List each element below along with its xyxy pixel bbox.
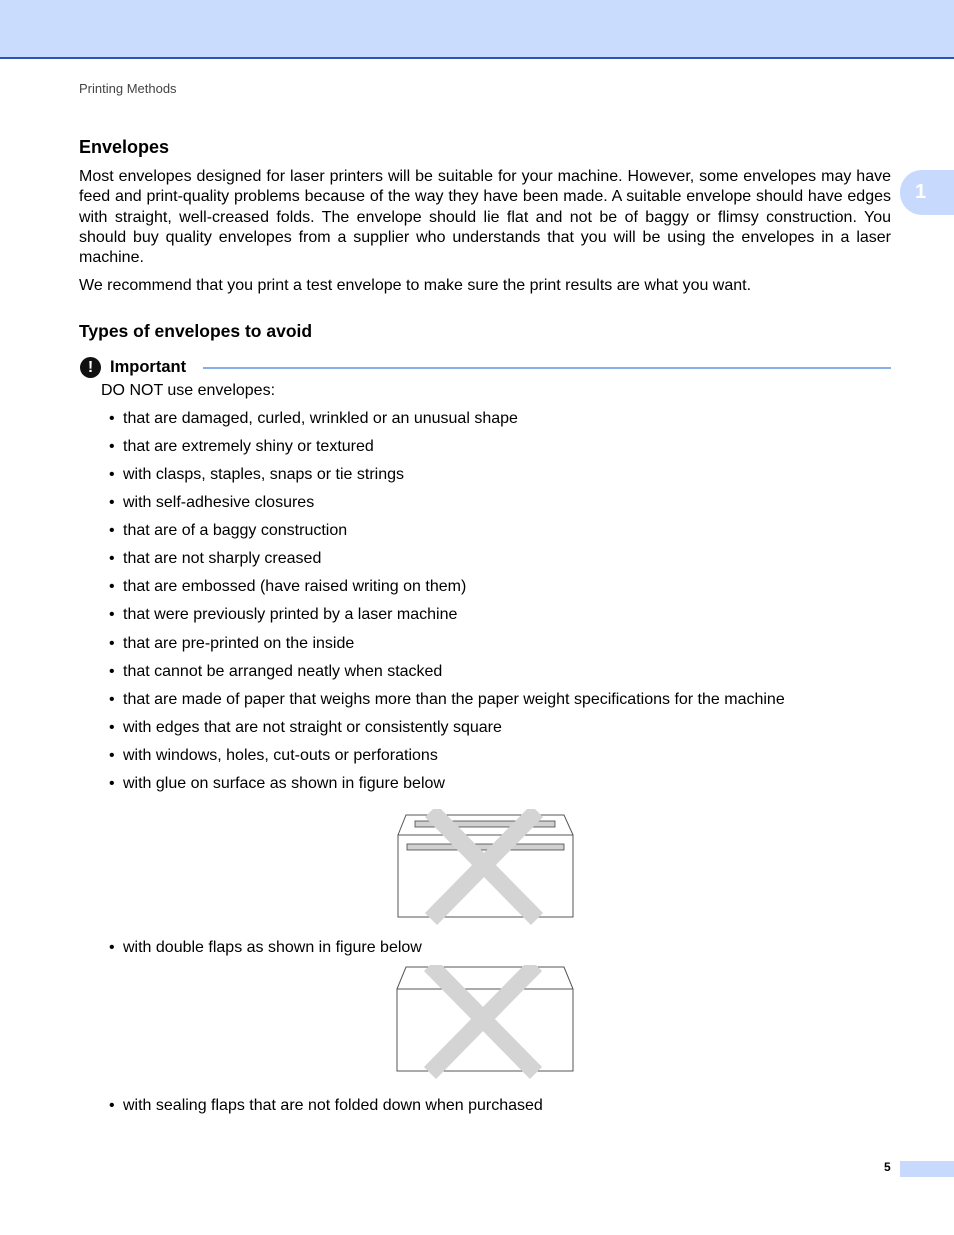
recommend-paragraph: We recommend that you print a test envelope to make sure the print results are what you want. — [79, 277, 752, 295]
list-item: • that are embossed (have raised writing on them) — [109, 578, 467, 596]
list-item: • that are extremely shiny or textured — [109, 437, 374, 455]
list-item: • with windows, holes, cut-outs or perforations — [109, 746, 438, 764]
glue-envelope-figure — [79, 801, 891, 933]
chapter-tab — [900, 170, 954, 215]
page-number-tab — [900, 1161, 954, 1177]
list-item: • that are damaged, curled, wrinkled or an unusual shape — [109, 409, 518, 427]
list-item: • that are pre-printed on the inside — [109, 634, 355, 652]
list-item: • that are not sharply creased — [109, 550, 322, 568]
list-item: • that are of a baggy construction — [109, 522, 348, 540]
important-intro: DO NOT use envelopes: — [101, 381, 276, 399]
intro-paragraph: Most envelopes designed for laser printers will be suitable for your machine. However, some envelopes may have feed and print-quality problems because of the way they have been made. A suitable envelope should have edges with straight, well-creased folds. The envelope should lie flat and not be of baggy or flimsy construction. You should buy quality envelopes from a supplier who understands that you will be using the envelopes in a laser machine. — [79, 168, 891, 267]
double-flaps-list — [79, 937, 891, 965]
envelope-glue-illustration — [397, 809, 577, 929]
list-item: • that were previously printed by a laser machine — [109, 606, 458, 624]
important-label: Important — [110, 358, 187, 377]
running-header: Printing Methods — [79, 81, 177, 96]
exclamation-icon: ! — [80, 357, 101, 378]
list-item: • with clasps, staples, snaps or tie strings — [109, 465, 405, 483]
page-content — [79, 136, 891, 1123]
list-item: • with double flaps as shown in figure below — [109, 939, 422, 957]
list-item: • with glue on surface as shown in figure below — [109, 775, 445, 792]
important-note-header — [79, 357, 891, 379]
list-item: • that are made of paper that weighs more than the paper weight specifications for the machine — [109, 690, 785, 708]
list-item: • with self-adhesive closures — [109, 494, 315, 512]
important-divider — [203, 367, 891, 369]
chapter-number: 1 — [915, 181, 927, 203]
list-item: • with sealing flaps that are not folded down when purchased — [109, 1097, 543, 1115]
double-flap-envelope-figure — [79, 965, 891, 1101]
page-number: 5 — [884, 1160, 891, 1174]
sealing-flaps-list — [79, 1095, 891, 1123]
subsection-title: Types of envelopes to avoid — [79, 320, 313, 341]
top-header-band — [0, 0, 954, 59]
list-item: • with edges that are not straight or consistently square — [109, 718, 502, 736]
envelope-double-flap-illustration — [396, 965, 576, 1085]
section-title: Envelopes — [79, 137, 170, 157]
avoid-list — [79, 408, 891, 801]
list-item: • that cannot be arranged neatly when stacked — [109, 662, 443, 680]
